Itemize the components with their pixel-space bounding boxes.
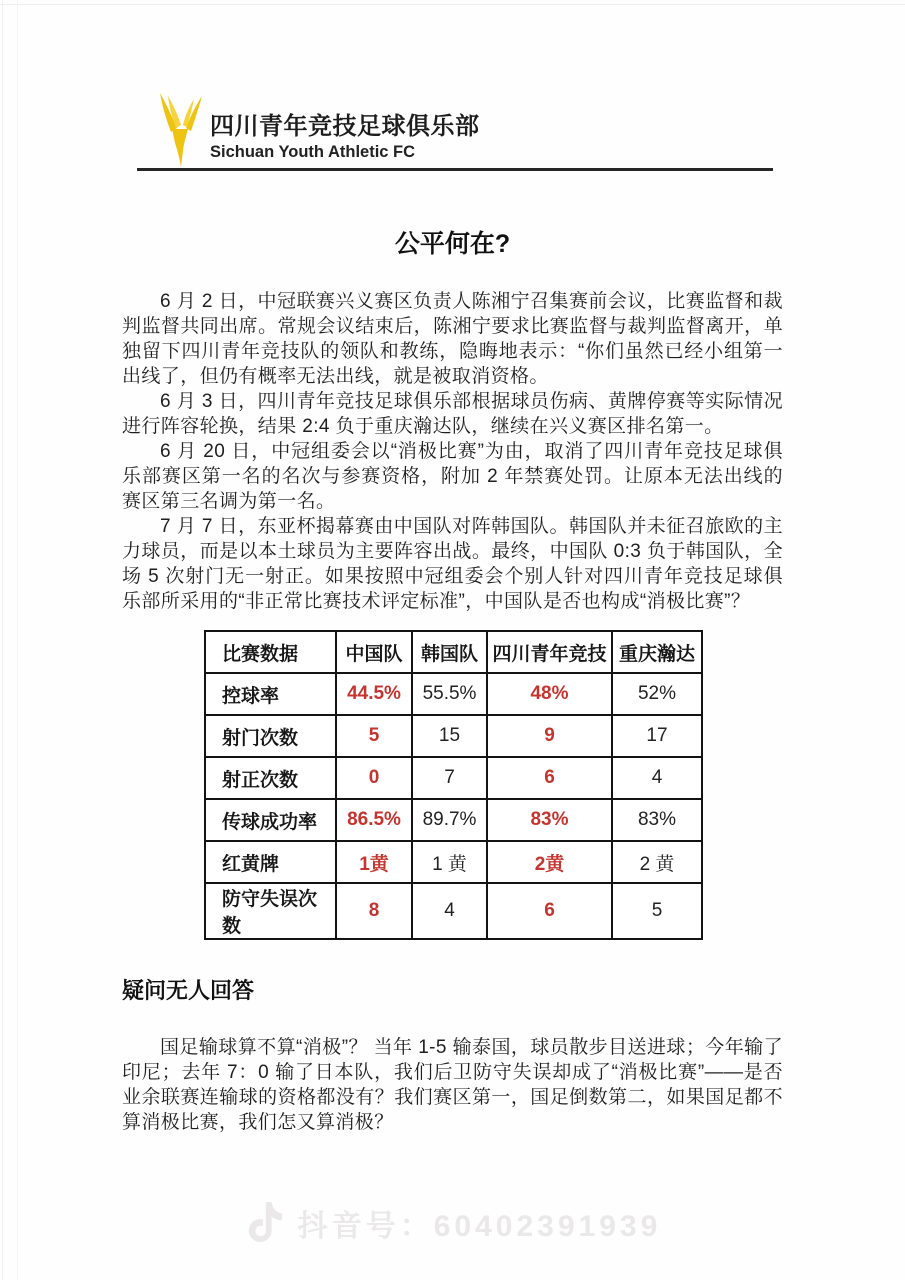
letterhead (0, 92, 905, 171)
paragraph-4: 7 月 7 日，东亚杯揭幕赛由中国队对阵韩国队。韩国队并未征召旅欧的主力球员，而是以本土球员为主要阵容出战。最终，中国队 0:3 负于韩国队，全场 5 次射门无一射正。如果按照中冠组委会个别人针对四川青年竞技足球俱乐部所采用的“非正常比赛技术评定标准”，中国队是否也构成“消极比赛”？ (122, 516, 783, 612)
table-row-possession (205, 673, 702, 715)
cell-china: 0 (336, 757, 412, 799)
club-logo-icon (158, 92, 204, 168)
douyin-icon (244, 1200, 282, 1246)
cell-chongqing: 4 (612, 757, 702, 799)
cell-korea: 89.7% (412, 799, 487, 841)
cell-chongqing: 17 (612, 715, 702, 757)
cell-chongqing: 2 黄 (612, 841, 702, 883)
cell-sichuan: 48% (487, 673, 612, 715)
table-row-pass-accuracy (205, 799, 702, 841)
row-label: 红黄牌 (205, 841, 336, 883)
paragraph-1: 6 月 2 日，中冠联赛兴义赛区负责人陈湘宁召集赛前会议，比赛监督和裁判监督共同出席。常规会议结束后，陈湘宁要求比赛监督与裁判监督离开，单独留下四川青年竞技队的领队和教练，隐晦地表示：“你们虽然已经小组第一出线了，但仍有概率无法出线，就是被取消资格。 (122, 291, 783, 387)
cell-china: 8 (336, 883, 412, 939)
cell-sichuan: 2黄 (487, 841, 612, 883)
row-label: 射正次数 (205, 757, 336, 799)
paragraph-2: 6 月 3 日，四川青年竞技足球俱乐部根据球员伤病、黄牌停赛等实际情况进行阵容轮换，结果 2:4 负于重庆瀚达队，继续在兴义赛区排名第一。 (122, 391, 783, 437)
cell-china: 44.5% (336, 673, 412, 715)
match-stats-table (204, 630, 703, 940)
article-title: 公平何在? (394, 230, 511, 258)
column-header-china: 中国队 (336, 631, 412, 673)
row-label: 控球率 (205, 673, 336, 715)
club-name-block (210, 92, 480, 163)
cell-korea: 55.5% (412, 673, 487, 715)
column-header-chongqing: 重庆瀚达 (612, 631, 702, 673)
cell-chongqing: 5 (612, 883, 702, 939)
cell-korea: 4 (412, 883, 487, 939)
scan-artifact-left-line (2, 0, 3, 1280)
table-header-row (205, 631, 702, 673)
cell-chongqing: 83% (612, 799, 702, 841)
table-row-shots-on-target (205, 757, 702, 799)
cell-korea: 7 (412, 757, 487, 799)
club-name-zh: 四川青年竞技足球俱乐部 (210, 113, 480, 140)
column-header-metric: 比赛数据 (205, 631, 336, 673)
column-header-sichuan: 四川青年竞技 (487, 631, 612, 673)
scan-artifact-top-line (0, 4, 905, 5)
watermark-text: 抖音号：60402391939 (297, 1210, 662, 1243)
club-logo-row (158, 92, 905, 168)
cell-china: 5 (336, 715, 412, 757)
cell-chongqing: 52% (612, 673, 702, 715)
article-content (122, 227, 783, 1135)
row-label: 传球成功率 (205, 799, 336, 841)
table-row-shots (205, 715, 702, 757)
column-header-korea: 韩国队 (412, 631, 487, 673)
paragraph-3: 6 月 20 日，中冠组委会以“消极比赛”为由，取消了四川青年竞技足球俱乐部赛区第一名的名次与参赛资格，附加 2 年禁赛处罚。让原本无法出线的赛区第三名调为第一名。 (122, 441, 783, 512)
cell-china: 1黄 (336, 841, 412, 883)
section-heading: 疑问无人回答 (122, 978, 255, 1003)
cell-korea: 1 黄 (412, 841, 487, 883)
section-paragraph: 国足输球算不算“消极”？ 当年 1-5 输泰国，球员散步目送进球；今年输了印尼；去年 7：0 输了日本队，我们后卫防守失误却成了“消极比赛”——是否业余联赛连输球的资格都没有？我们赛区第一，国足倒数第二，如果国足都不算消极比赛，我们怎又算消极？ (122, 1037, 783, 1133)
cell-sichuan: 9 (487, 715, 612, 757)
cell-korea: 15 (412, 715, 487, 757)
row-label: 防守失误次数 (205, 883, 336, 939)
article-body (122, 289, 783, 614)
cell-sichuan: 6 (487, 883, 612, 939)
cell-sichuan: 6 (487, 757, 612, 799)
row-label: 射门次数 (205, 715, 336, 757)
cell-china: 86.5% (336, 799, 412, 841)
cell-sichuan: 83% (487, 799, 612, 841)
table-row-defensive-errors (205, 883, 702, 939)
club-name-en: Sichuan Youth Athletic FC (210, 143, 416, 161)
table-row-cards (205, 841, 702, 883)
douyin-watermark (0, 1200, 905, 1246)
scan-artifact-left-line-2 (17, 0, 18, 1280)
header-divider (137, 168, 773, 171)
